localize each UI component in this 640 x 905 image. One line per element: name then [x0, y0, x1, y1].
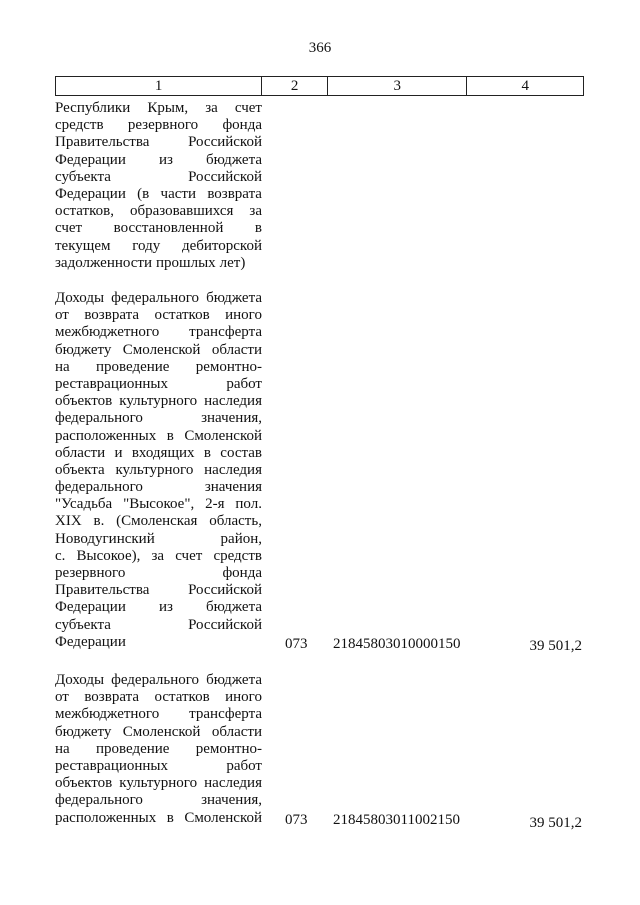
text-line: XIX в. (Смоленская область,	[55, 513, 262, 530]
text-line: субъекта Российской	[55, 168, 262, 185]
text-line: задолженности прошлых лет)	[55, 254, 246, 271]
text-line: на проведение ремонтно-	[55, 740, 262, 757]
row-3-kbk: 21845803011002150	[333, 812, 460, 828]
text-line: области и входящих в состав	[55, 444, 262, 461]
row-3-amount: 39 501,2	[529, 815, 582, 831]
text-line: Правительства Российской	[55, 582, 262, 599]
text-line: Федерации из бюджета	[55, 599, 262, 616]
row-2-amount: 39 501,2	[529, 638, 582, 654]
row-3-code: 073	[285, 812, 308, 828]
text-line: расположенных в Смоленской	[55, 427, 262, 444]
table-header	[55, 76, 584, 96]
text-line: федерального значения,	[55, 792, 262, 809]
row-2-kbk: 21845803010000150	[333, 636, 461, 652]
row-1-description	[55, 100, 262, 272]
text-line: счет восстановленной в	[55, 220, 262, 237]
text-line: бюджету Смоленской области	[55, 723, 262, 740]
header-col-3: 3	[328, 77, 467, 95]
text-line: Федерации (в части возврата	[55, 185, 262, 202]
text-line: Доходы федерального бюджета	[55, 672, 262, 688]
text-line: объекта культурного наследия	[55, 461, 262, 478]
text-line: остатков, образовавшихся за	[55, 203, 262, 220]
text-line: субъекта Российской	[55, 616, 262, 633]
row-2-description	[55, 290, 262, 651]
text-line: реставрационных работ	[55, 757, 262, 774]
text-line: резервного фонда	[55, 565, 262, 581]
text-line: от возврата остатков иного	[55, 689, 262, 706]
text-line: текущем году дебиторской	[55, 237, 262, 254]
page-number: 366	[308, 40, 332, 56]
text-line: Федерации из бюджета	[55, 151, 262, 168]
text-line: бюджету Смоленской области	[55, 341, 262, 358]
text-line: от возврата остатков иного	[55, 307, 262, 324]
text-line: межбюджетного трансферта	[55, 324, 262, 341]
header-col-2: 2	[262, 77, 328, 95]
text-line: Федерации	[55, 633, 126, 650]
header-col-1: 1	[56, 77, 262, 95]
text-line: Правительства Российской	[55, 134, 262, 151]
text-line: Новодугинский район,	[55, 530, 262, 547]
text-line: федерального значения	[55, 479, 262, 496]
text-line: средств резервного фонда	[55, 117, 262, 134]
row-2-code: 073	[285, 636, 308, 652]
text-line: Республики Крым, за счет	[55, 100, 262, 116]
text-line: Доходы федерального бюджета	[55, 290, 262, 306]
text-line: расположенных в Смоленской	[55, 809, 262, 826]
text-line: "Усадьба "Высокое", 2-я пол.	[55, 496, 262, 513]
text-line: федерального значения,	[55, 410, 262, 427]
row-3-description	[55, 672, 262, 827]
text-line: с. Высокое), за счет средств	[55, 547, 262, 564]
text-line: реставрационных работ	[55, 375, 262, 392]
text-line: межбюджетного трансферта	[55, 706, 262, 723]
text-line: объектов культурного наследия	[55, 775, 262, 792]
header-col-4: 4	[521, 78, 529, 94]
text-line: на проведение ремонтно-	[55, 358, 262, 375]
text-line: объектов культурного наследия	[55, 393, 262, 410]
